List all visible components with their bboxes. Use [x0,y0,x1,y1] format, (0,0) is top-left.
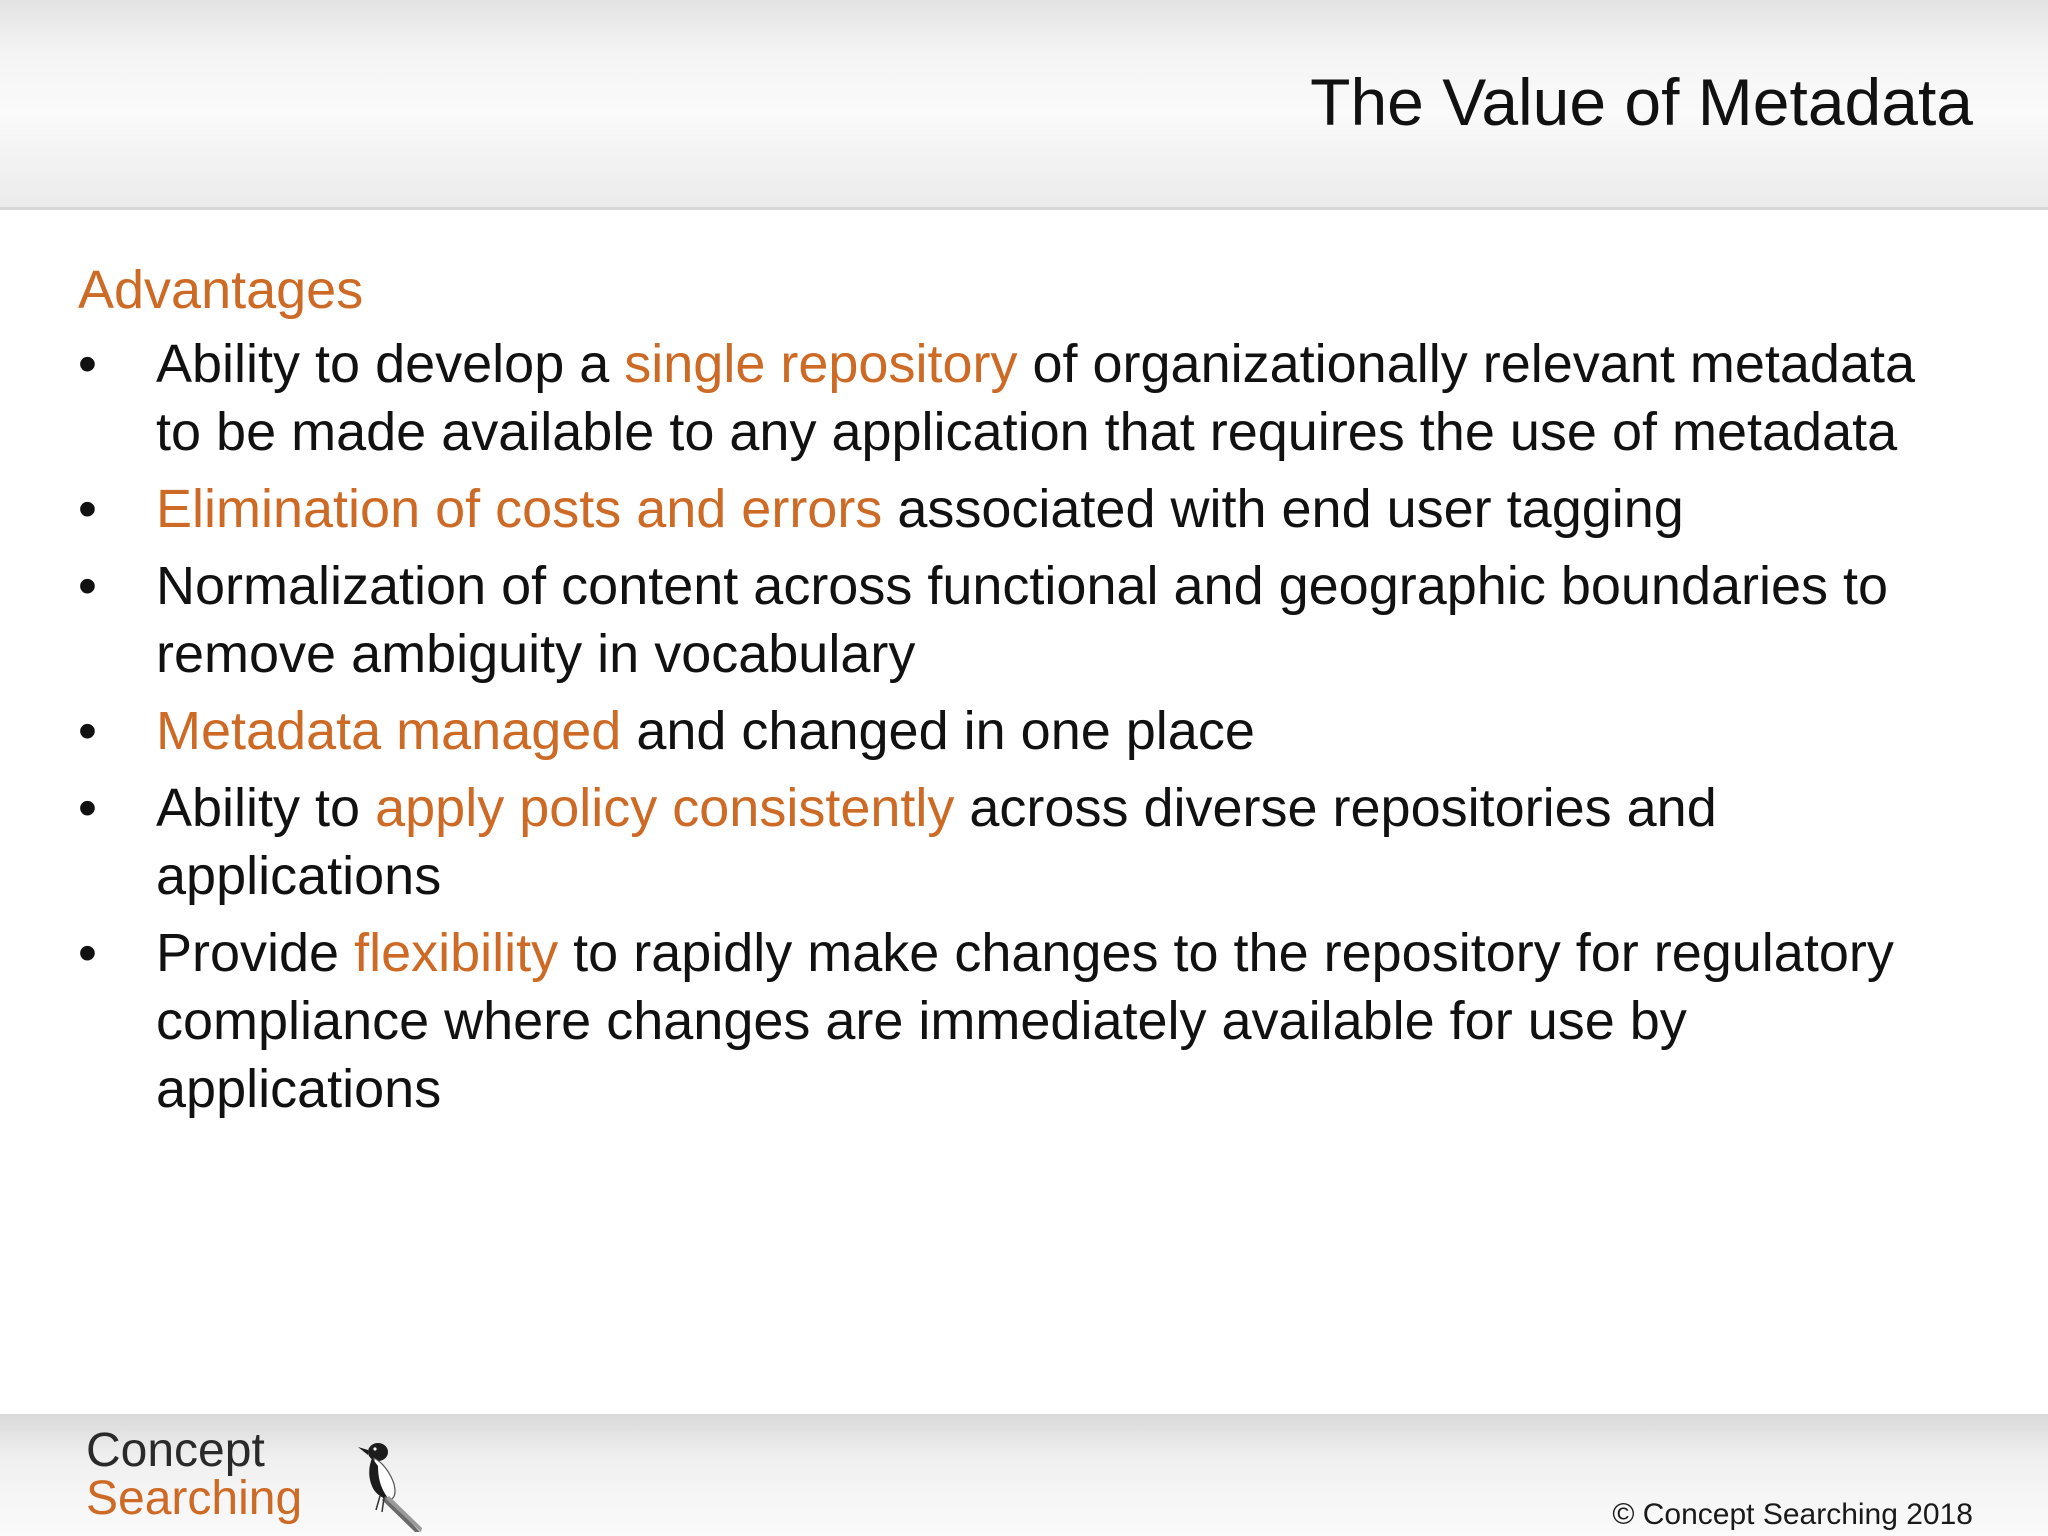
bullet-text: Provide [156,923,355,983]
logo-text-concept: Concept [86,1424,265,1477]
bullet-text: to rapidly make changes to the repository for regulatory compliance where changes are immediately available for use by applications [156,923,1894,1119]
bullet-highlight: apply policy consistently [375,778,955,838]
bullet-marker: • [78,556,97,616]
magpie-logo-icon [282,1428,422,1534]
bullet-list [78,330,1978,1123]
slide-content [78,250,1978,1132]
bullet-marker: • [78,479,97,539]
bullet-item [78,697,1928,765]
bullet-item [78,330,1928,466]
bullet-text: Ability to [156,778,376,838]
section-heading: Advantages [78,260,364,320]
bullet-text: of organizationally relevant metadata to be made available to any application that requires the use of metadata [156,334,1916,462]
bullet-marker: • [78,701,97,761]
bullet-text: across diverse repositories and applications [156,778,1717,906]
bullet-marker: • [78,778,97,838]
slide-header [0,0,2048,210]
bullet-text: and changed in one place [621,701,1255,761]
bullet-text: Ability to develop a [156,334,625,394]
bullet-item [78,774,1928,910]
bullet-item [78,919,1928,1123]
bullet-item [78,475,1928,543]
company-logo [86,1424,416,1534]
bullet-highlight: Elimination of costs and errors [156,479,883,539]
bullet-highlight: flexibility [354,923,559,983]
slide-title: The Value of Metadata [1310,65,1973,139]
bullet-highlight: single repository [624,334,1018,394]
copyright-notice: © Concept Searching 2018 [1612,1498,1973,1531]
bullet-highlight: Metadata managed [156,701,622,761]
bullet-item [78,552,1928,688]
logo-text-searching: Searching [86,1472,303,1525]
bullet-marker: • [78,923,97,983]
bullet-marker: • [78,334,97,394]
bullet-text: associated with end user tagging [882,479,1684,539]
bullet-text: Normalization of content across functional and geographic boundaries to remove ambiguity in vocabulary [156,556,1889,684]
